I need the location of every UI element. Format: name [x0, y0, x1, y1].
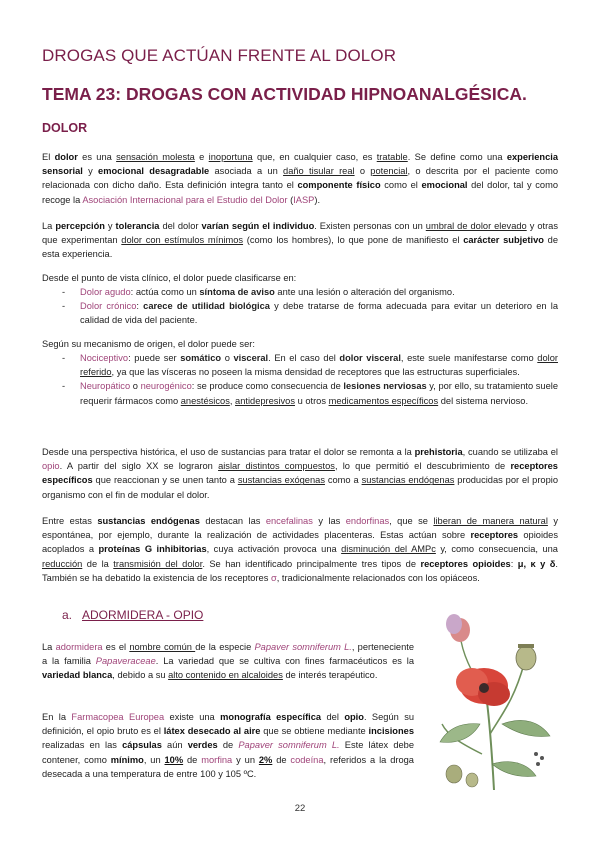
- chapter-title: DROGAS QUE ACTÚAN FRENTE AL DOLOR: [42, 46, 397, 65]
- subsection-heading: a. ADORMIDERA - OPIO: [62, 608, 204, 622]
- clinical-list: [62, 285, 558, 328]
- origin-list: [62, 351, 558, 408]
- origin-intro: Según su mecanismo de origen, el dolor puede ser:: [42, 339, 255, 349]
- list-item: - Dolor crónico: carece de utilidad biológica y debe tratarse de forma adecuada para evitar un deterioro en la calidad de vida del paciente.: [62, 301, 558, 326]
- paragraph-endogenous: Entre estas sustancias endógenas destacan las encefalinas y las endorfinas, que se liberan de manera natural y espontánea, por ejemplo, durante la realización de actividades placenteras. Estas actúan sobre receptores opioides acoplados a proteínas G inhibitorias, cuya activación provoca una disminución del AMPc y, como consecuencia, una reducción de la transmisión del dolor. Se han identificado principalmente tres tipos de receptores opioides: μ, κ y δ. También se ha debatido la existencia de los receptores σ, tradicionalmente relacionados con los opiáceos.: [42, 516, 558, 583]
- paragraph-history: Desde una perspectiva histórica, el uso de sustancias para tratar el dolor se remonta a la prehistoria, cuando se utilizaba el opio. A partir del siglo XX se lograron aislar distintos compuestos, lo que permitió el descubrimiento de receptores específicos que reaccionan y se unen tanto a sustancias exógenas como a sustancias endógenas producidas por el propio organismo con el fin de modular el dolor.: [42, 447, 558, 500]
- clinical-intro: Desde el punto de vista clínico, el dolor puede clasificarse en:: [42, 273, 297, 283]
- paragraph-adormidera: La adormidera es el nombre común de la especie Papaver somniferum L., perteneciente a la familia Papaveraceae. La variedad que se cultiva con fines farmacéuticos es la variedad blanca, debido a su alto contenido en alcaloides de interés terapéutico.: [42, 642, 414, 681]
- paragraph-perception: La percepción y tolerancia del dolor varían según el individuo. Existen personas con un umbral de dolor elevado y otras que experimentan dolor con estímulos mínimos (como los hombres), lo que pone de manifiesto el carácter subjetivo de esta experiencia.: [42, 221, 559, 260]
- list-item: - Nociceptivo: puede ser somático o visceral. En el caso del dolor visceral, este suele manifestarse como dolor referido, ya que las vísceras no poseen la misma densidad de receptores que las estructuras superficiales.: [62, 353, 558, 378]
- paragraph-farmacopea: En la Farmacopea Europea existe una monografía específica del opio. Según su definición, el opio bruto es el látex desecado al aire que se obtiene mediante incisiones realizadas en las cápsulas aún verdes de Papaver somniferum L. Este látex debe contener, como mínimo, un 10% de morfina y un 2% de codeína, referidos a la droga desecada a una temperatura de entre 100 y 105 ºC.: [42, 712, 415, 779]
- list-item: - Neuropático o neurogénico: se produce como consecuencia de lesiones nerviosas y, por ello, su tratamiento suele requerir fármacos como anestésicos, antidepresivos u otros medicamentos específicos del sistema nervioso.: [62, 381, 558, 406]
- section-title: DOLOR: [42, 121, 88, 135]
- page-number: 22: [294, 803, 306, 814]
- poppy-plant-illustration: [432, 604, 560, 790]
- topic-title: TEMA 23: DROGAS CON ACTIVIDAD HIPNOANALGÉSICA.: [42, 84, 527, 104]
- paragraph-definition: El dolor es una sensación molesta e inoportuna que, en cualquier caso, es tratable. Se define como una experiencia sensorial y emocional desagradable asociada a un daño tisular real o potencial, o descrita por el paciente como relacionada con dicho daño. Esta definición integra tanto el componente físico como el emocional del dolor, tal y como recoge la Asociación Internacional para el Estudio del Dolor (IASP).: [42, 152, 559, 205]
- list-item: - Dolor agudo: actúa como un síntoma de aviso ante una lesión o alteración del organismo.: [62, 287, 455, 297]
